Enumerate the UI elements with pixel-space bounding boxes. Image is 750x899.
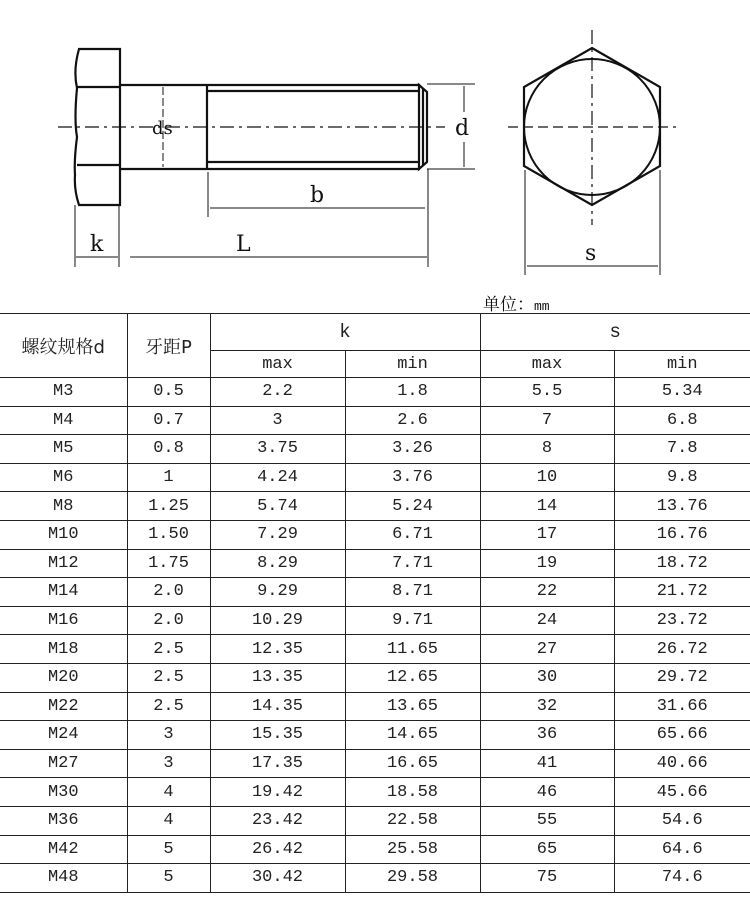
cell-thread-spec: M20 xyxy=(0,663,127,692)
cell-k-min: 3.26 xyxy=(345,435,480,464)
cell-s-min: 7.8 xyxy=(614,435,750,464)
cell-k-min: 18.58 xyxy=(345,778,480,807)
cell-s-max: 10 xyxy=(480,463,614,492)
table-row xyxy=(0,721,750,750)
cell-k-min: 11.65 xyxy=(345,635,480,664)
table-row xyxy=(0,520,750,549)
cell-s-min: 6.8 xyxy=(614,406,750,435)
cell-s-min: 64.6 xyxy=(614,835,750,864)
cell-thread-spec: M48 xyxy=(0,864,127,893)
table-row xyxy=(0,749,750,778)
cell-k-min: 14.65 xyxy=(345,721,480,750)
cell-k-max: 10.29 xyxy=(210,606,345,635)
header-s: s xyxy=(480,314,750,351)
bolt-spec-table xyxy=(0,313,750,893)
cell-s-min: 45.66 xyxy=(614,778,750,807)
cell-s-min: 65.66 xyxy=(614,721,750,750)
table-row xyxy=(0,378,750,407)
table-body xyxy=(0,378,750,893)
cell-k-min: 13.65 xyxy=(345,692,480,721)
header-s-min: min xyxy=(614,351,750,378)
cell-pitch: 2.5 xyxy=(127,635,210,664)
label-b: b xyxy=(310,183,325,208)
unit-value: mm xyxy=(534,299,550,314)
table-row xyxy=(0,492,750,521)
cell-s-max: 32 xyxy=(480,692,614,721)
header-s-max: max xyxy=(480,351,614,378)
label-d: d xyxy=(455,116,470,141)
cell-s-max: 19 xyxy=(480,549,614,578)
cell-k-min: 22.58 xyxy=(345,806,480,835)
cell-thread-spec: M12 xyxy=(0,549,127,578)
table-row xyxy=(0,606,750,635)
cell-s-min: 21.72 xyxy=(614,578,750,607)
cell-k-min: 5.24 xyxy=(345,492,480,521)
cell-s-min: 31.66 xyxy=(614,692,750,721)
cell-k-min: 25.58 xyxy=(345,835,480,864)
cell-k-max: 3 xyxy=(210,406,345,435)
label-L: L xyxy=(236,232,251,257)
cell-k-max: 30.42 xyxy=(210,864,345,893)
cell-pitch: 2.5 xyxy=(127,663,210,692)
cell-s-max: 8 xyxy=(480,435,614,464)
unit-label xyxy=(483,290,550,315)
cell-k-max: 19.42 xyxy=(210,778,345,807)
cell-s-max: 24 xyxy=(480,606,614,635)
cell-k-max: 3.75 xyxy=(210,435,345,464)
cell-s-min: 74.6 xyxy=(614,864,750,893)
table-row xyxy=(0,435,750,464)
cell-pitch: 2.0 xyxy=(127,606,210,635)
cell-s-min: 16.76 xyxy=(614,520,750,549)
cell-k-min: 1.8 xyxy=(345,378,480,407)
cell-k-min: 16.65 xyxy=(345,749,480,778)
cell-s-min: 54.6 xyxy=(614,806,750,835)
cell-pitch: 0.7 xyxy=(127,406,210,435)
cell-s-min: 29.72 xyxy=(614,663,750,692)
cell-k-max: 26.42 xyxy=(210,835,345,864)
cell-s-max: 27 xyxy=(480,635,614,664)
cell-k-min: 8.71 xyxy=(345,578,480,607)
cell-pitch: 1.75 xyxy=(127,549,210,578)
cell-thread-spec: M30 xyxy=(0,778,127,807)
cell-s-max: 65 xyxy=(480,835,614,864)
cell-k-max: 5.74 xyxy=(210,492,345,521)
cell-thread-spec: M6 xyxy=(0,463,127,492)
cell-k-min: 6.71 xyxy=(345,520,480,549)
table-row xyxy=(0,663,750,692)
table-row xyxy=(0,406,750,435)
bolt-technical-drawing xyxy=(0,0,750,300)
cell-pitch: 3 xyxy=(127,749,210,778)
cell-pitch: 4 xyxy=(127,806,210,835)
label-k: k xyxy=(90,232,104,257)
cell-k-max: 7.29 xyxy=(210,520,345,549)
cell-s-min: 40.66 xyxy=(614,749,750,778)
cell-s-max: 22 xyxy=(480,578,614,607)
table-row xyxy=(0,578,750,607)
table-row xyxy=(0,806,750,835)
cell-thread-spec: M3 xyxy=(0,378,127,407)
cell-thread-spec: M5 xyxy=(0,435,127,464)
cell-k-max: 4.24 xyxy=(210,463,345,492)
bolt-head-front xyxy=(508,30,676,225)
cell-pitch: 1.25 xyxy=(127,492,210,521)
cell-thread-spec: M10 xyxy=(0,520,127,549)
cell-k-min: 29.58 xyxy=(345,864,480,893)
cell-thread-spec: M22 xyxy=(0,692,127,721)
cell-k-min: 9.71 xyxy=(345,606,480,635)
cell-k-max: 14.35 xyxy=(210,692,345,721)
header-k-max: max xyxy=(210,351,345,378)
cell-s-min: 23.72 xyxy=(614,606,750,635)
header-pitch: 牙距P xyxy=(127,314,210,378)
cell-k-max: 2.2 xyxy=(210,378,345,407)
cell-s-max: 46 xyxy=(480,778,614,807)
cell-k-max: 8.29 xyxy=(210,549,345,578)
cell-pitch: 1.50 xyxy=(127,520,210,549)
label-ds: ds xyxy=(152,118,173,139)
cell-pitch: 0.8 xyxy=(127,435,210,464)
cell-k-min: 2.6 xyxy=(345,406,480,435)
cell-k-max: 9.29 xyxy=(210,578,345,607)
table-row xyxy=(0,778,750,807)
cell-s-min: 26.72 xyxy=(614,635,750,664)
cell-k-max: 13.35 xyxy=(210,663,345,692)
cell-s-min: 9.8 xyxy=(614,463,750,492)
table-row xyxy=(0,463,750,492)
cell-s-max: 30 xyxy=(480,663,614,692)
unit-prefix: 单位： xyxy=(483,295,534,315)
cell-pitch: 2.0 xyxy=(127,578,210,607)
table-row xyxy=(0,692,750,721)
table-row xyxy=(0,635,750,664)
cell-thread-spec: M16 xyxy=(0,606,127,635)
cell-s-max: 7 xyxy=(480,406,614,435)
cell-thread-spec: M18 xyxy=(0,635,127,664)
table-row xyxy=(0,864,750,893)
cell-s-max: 75 xyxy=(480,864,614,893)
cell-thread-spec: M4 xyxy=(0,406,127,435)
cell-thread-spec: M14 xyxy=(0,578,127,607)
cell-s-max: 17 xyxy=(480,520,614,549)
cell-k-min: 3.76 xyxy=(345,463,480,492)
cell-s-min: 5.34 xyxy=(614,378,750,407)
cell-thread-spec: M42 xyxy=(0,835,127,864)
cell-s-min: 13.76 xyxy=(614,492,750,521)
cell-s-max: 5.5 xyxy=(480,378,614,407)
table-row xyxy=(0,549,750,578)
cell-pitch: 4 xyxy=(127,778,210,807)
cell-pitch: 2.5 xyxy=(127,692,210,721)
label-s: s xyxy=(585,241,597,266)
cell-k-min: 7.71 xyxy=(345,549,480,578)
cell-pitch: 5 xyxy=(127,835,210,864)
cell-k-max: 17.35 xyxy=(210,749,345,778)
cell-s-max: 14 xyxy=(480,492,614,521)
header-thread-spec: 螺纹规格d xyxy=(0,314,127,378)
cell-pitch: 3 xyxy=(127,721,210,750)
cell-thread-spec: M8 xyxy=(0,492,127,521)
header-k-min: min xyxy=(345,351,480,378)
cell-k-max: 23.42 xyxy=(210,806,345,835)
cell-thread-spec: M36 xyxy=(0,806,127,835)
cell-s-max: 41 xyxy=(480,749,614,778)
cell-s-min: 18.72 xyxy=(614,549,750,578)
cell-pitch: 0.5 xyxy=(127,378,210,407)
cell-s-max: 55 xyxy=(480,806,614,835)
cell-thread-spec: M27 xyxy=(0,749,127,778)
cell-pitch: 5 xyxy=(127,864,210,893)
cell-k-max: 12.35 xyxy=(210,635,345,664)
cell-k-max: 15.35 xyxy=(210,721,345,750)
cell-k-min: 12.65 xyxy=(345,663,480,692)
cell-s-max: 36 xyxy=(480,721,614,750)
header-k: k xyxy=(210,314,480,351)
cell-thread-spec: M24 xyxy=(0,721,127,750)
cell-pitch: 1 xyxy=(127,463,210,492)
table-row xyxy=(0,835,750,864)
